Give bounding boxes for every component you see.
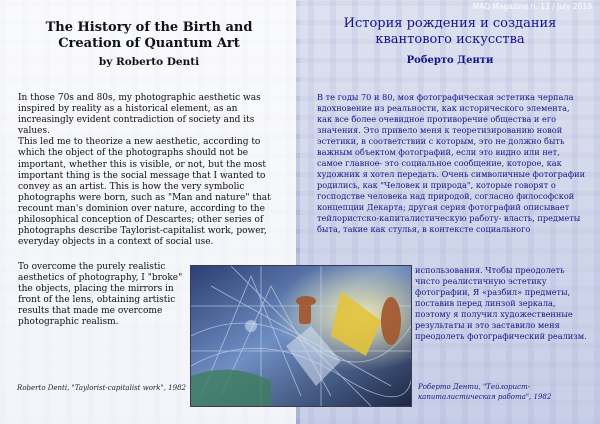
artwork-photograph — [190, 265, 412, 407]
russian-body-continued: использования. Чтобы преодолеть чисто реалистичную эстетику фотографии, Я «разбил» предметы, поставив перед линзой зеркала, поэтому я получил художественные результаты и это заставило меня преодолеть фотографический реализм. — [415, 265, 587, 341]
english-title: The History of the Birth and Creation of Quantum Art — [45, 20, 253, 51]
russian-body: В те годы 70 и 80, моя фотографическая эстетика черпала вдохновение из реальности, как исторического элемента, как все более очевидное противоречие общества и его значения. Это привело меня к теоретизированию новой эстетики, в соответствии с которым, это не должно быть важным объектом фотографий, если это видно или нет, самое главное- это социальное сообщение, которое, как художник я хотел передать. Очень символичные фотографии родились, как "Человек и природа", которые говорят о господстве человека над природой, согласно философской концепции Декарта; другая серия фотографий описывает тейлористско-капиталистическую работу- власть, предметы быта, такие как стулья, в контексте социального — [317, 92, 586, 234]
russian-byline: Роберто Денти — [406, 55, 494, 66]
artwork-image — [191, 266, 411, 406]
russian-caption: Роберто Денти, "Тейлорист-капиталистическая работа", 1982 — [418, 383, 552, 401]
english-byline: by Roberto Denti — [98, 56, 200, 68]
english-paragraph-3: To overcome the purely realistic aesthetics of photography, I "broke" the objects, placing the mirrors in front of the lens, obtaining artistic results that made me overcome photographic realism. — [18, 262, 183, 328]
magazine-issue-label: MAQ Magazine n. 13 / July 2019 — [472, 2, 592, 11]
russian-title: История рождения и создания квантового искусства — [343, 16, 557, 47]
english-caption: Roberto Denti, "Taylorist-capitalist work", 1982 — [17, 384, 186, 392]
english-paragraph-2: This led me to theorize a new aesthetic, according to which the object of the photographs should not be important, whether this is visible, or not, but the most important thing is the social message that I wanted to convey as an artist. This is how the very symbolic photographs were born, such as "Man and nature" that recount man's dominion over nature, according to the philosophical conception of Descartes; other series of photographs describe Taylorist-capitalist work, power, everyday objects in a context of social use. — [18, 137, 271, 248]
english-paragraph-1: In those 70s and 80s, my photographic aesthetic was inspired by reality as a historical element, as an increasingly evident contradiction of society and its values. — [18, 93, 261, 137]
english-body — [18, 93, 288, 248]
